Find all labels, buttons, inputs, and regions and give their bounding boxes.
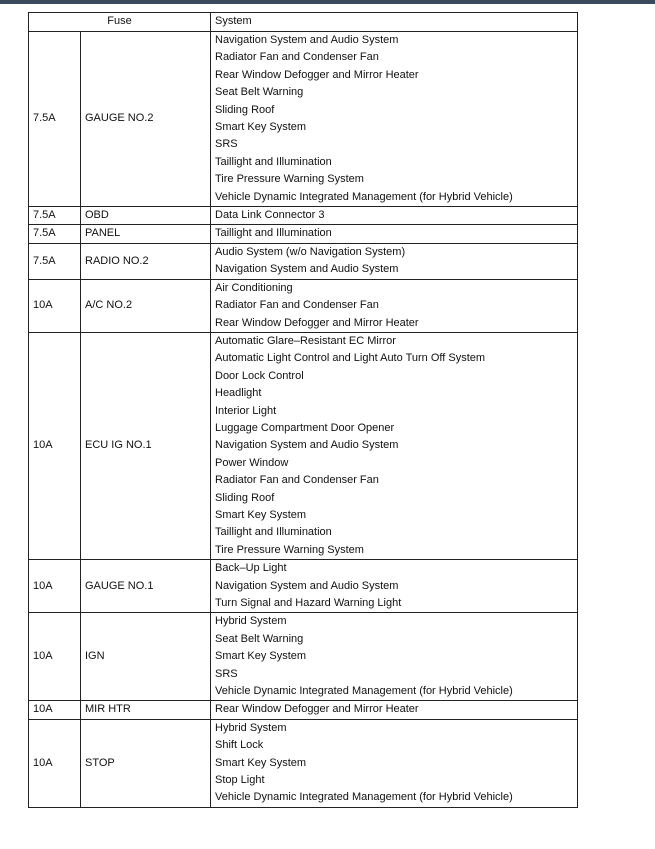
fuse-amperage: 7.5A bbox=[29, 243, 81, 279]
table-row bbox=[29, 207, 578, 225]
system-list bbox=[211, 207, 578, 225]
system-item: Audio System (w/o Navigation System) bbox=[215, 245, 406, 258]
table-row bbox=[29, 225, 578, 243]
system-item: Automatic Light Control and Light Auto Turn Off System bbox=[215, 352, 486, 365]
system-item: Power Window bbox=[215, 456, 289, 469]
system-item: Smart Key System bbox=[215, 756, 307, 769]
system-item: Rear Window Defogger and Mirror Heater bbox=[215, 316, 419, 329]
table-row bbox=[29, 32, 578, 207]
fuse-name: GAUGE NO.1 bbox=[81, 560, 211, 613]
system-item: Navigation System and Audio System bbox=[215, 34, 399, 46]
table-row bbox=[29, 243, 578, 279]
system-item: Headlight bbox=[215, 387, 262, 400]
system-item: Back–Up Light bbox=[215, 562, 287, 575]
system-item: Stop Light bbox=[215, 774, 265, 787]
table-row bbox=[29, 719, 578, 807]
system-item: Door Lock Control bbox=[215, 369, 304, 382]
fuse-amperage: 7.5A bbox=[29, 32, 81, 207]
fuse-name: STOP bbox=[81, 719, 211, 807]
system-list bbox=[211, 613, 578, 701]
system-item: Rear Window Defogger and Mirror Heater bbox=[215, 703, 419, 716]
table-row bbox=[29, 613, 578, 701]
system-item: Radiator Fan and Condenser Fan bbox=[215, 474, 379, 487]
system-item: Navigation System and Audio System bbox=[215, 579, 399, 592]
system-item: Hybrid System bbox=[215, 615, 287, 628]
system-item: Vehicle Dynamic Integrated Management (for Hybrid Vehicle) bbox=[215, 685, 513, 698]
system-list bbox=[211, 560, 578, 613]
system-item: SRS bbox=[215, 138, 238, 151]
fuse-amperage: 10A bbox=[29, 332, 81, 559]
system-item: Radiator Fan and Condenser Fan bbox=[215, 51, 379, 64]
system-item: Seat Belt Warning bbox=[215, 632, 304, 645]
fuse-name: RADIO NO.2 bbox=[81, 243, 211, 279]
system-item: Radiator Fan and Condenser Fan bbox=[215, 299, 379, 312]
fuse-amperage: 10A bbox=[29, 279, 81, 332]
system-item: Smart Key System bbox=[215, 650, 307, 663]
system-list bbox=[211, 279, 578, 332]
fuse-amperage: 7.5A bbox=[29, 225, 81, 243]
system-item: Navigation System and Audio System bbox=[215, 263, 399, 276]
system-item: Vehicle Dynamic Integrated Management (for Hybrid Vehicle) bbox=[215, 791, 513, 804]
system-item: Sliding Roof bbox=[215, 103, 275, 116]
system-item: Taillight and Illumination bbox=[215, 155, 332, 168]
fuse-name: GAUGE NO.2 bbox=[81, 32, 211, 207]
system-list bbox=[211, 32, 578, 207]
fuse-amperage: 10A bbox=[29, 613, 81, 701]
system-item: Rear Window Defogger and Mirror Heater bbox=[215, 68, 419, 81]
system-list bbox=[211, 332, 578, 559]
fuse-amperage: 10A bbox=[29, 719, 81, 807]
system-item: Tire Pressure Warning System bbox=[215, 173, 364, 186]
fuse-table-body bbox=[29, 32, 578, 808]
system-item: Shift Lock bbox=[215, 739, 264, 752]
system-item: Air Conditioning bbox=[215, 281, 293, 294]
system-list bbox=[211, 719, 578, 807]
system-item: SRS bbox=[215, 667, 238, 680]
table-row bbox=[29, 279, 578, 332]
system-item: Seat Belt Warning bbox=[215, 86, 304, 99]
fuse-table bbox=[28, 12, 578, 808]
system-item: Vehicle Dynamic Integrated Management (for Hybrid Vehicle) bbox=[215, 190, 513, 203]
system-item: Sliding Roof bbox=[215, 491, 275, 504]
system-item: Hybrid System bbox=[215, 721, 287, 734]
fuse-name: A/C NO.2 bbox=[81, 279, 211, 332]
fuse-name: ECU IG NO.1 bbox=[81, 332, 211, 559]
fuse-amperage: 10A bbox=[29, 560, 81, 613]
table-row bbox=[29, 701, 578, 719]
system-item: Taillight and Illumination bbox=[215, 526, 332, 539]
system-item: Navigation System and Audio System bbox=[215, 439, 399, 452]
system-item: Automatic Glare–Resistant EC Mirror bbox=[215, 334, 396, 347]
system-item: Smart Key System bbox=[215, 508, 307, 521]
table-row bbox=[29, 560, 578, 613]
table-header-row bbox=[29, 13, 578, 32]
system-item: Taillight and Illumination bbox=[215, 227, 332, 240]
fuse-amperage: 10A bbox=[29, 701, 81, 719]
system-list bbox=[211, 243, 578, 279]
fuse-amperage: 7.5A bbox=[29, 207, 81, 225]
fuse-header: Fuse bbox=[29, 13, 211, 32]
table-row bbox=[29, 332, 578, 559]
fuse-name: MIR HTR bbox=[81, 701, 211, 719]
fuse-name: IGN bbox=[81, 613, 211, 701]
system-item: Interior Light bbox=[215, 404, 277, 417]
system-item: Data Link Connector 3 bbox=[215, 209, 325, 222]
fuse-name: OBD bbox=[81, 207, 211, 225]
fuse-name: PANEL bbox=[81, 225, 211, 243]
window-top-border bbox=[0, 0, 655, 4]
system-item: Turn Signal and Hazard Warning Light bbox=[215, 597, 402, 609]
system-list bbox=[211, 225, 578, 243]
system-item: Smart Key System bbox=[215, 121, 307, 134]
system-item: Luggage Compartment Door Opener bbox=[215, 421, 395, 434]
system-item: Tire Pressure Warning System bbox=[215, 543, 364, 556]
system-list bbox=[211, 701, 578, 719]
system-header: System bbox=[211, 13, 578, 32]
